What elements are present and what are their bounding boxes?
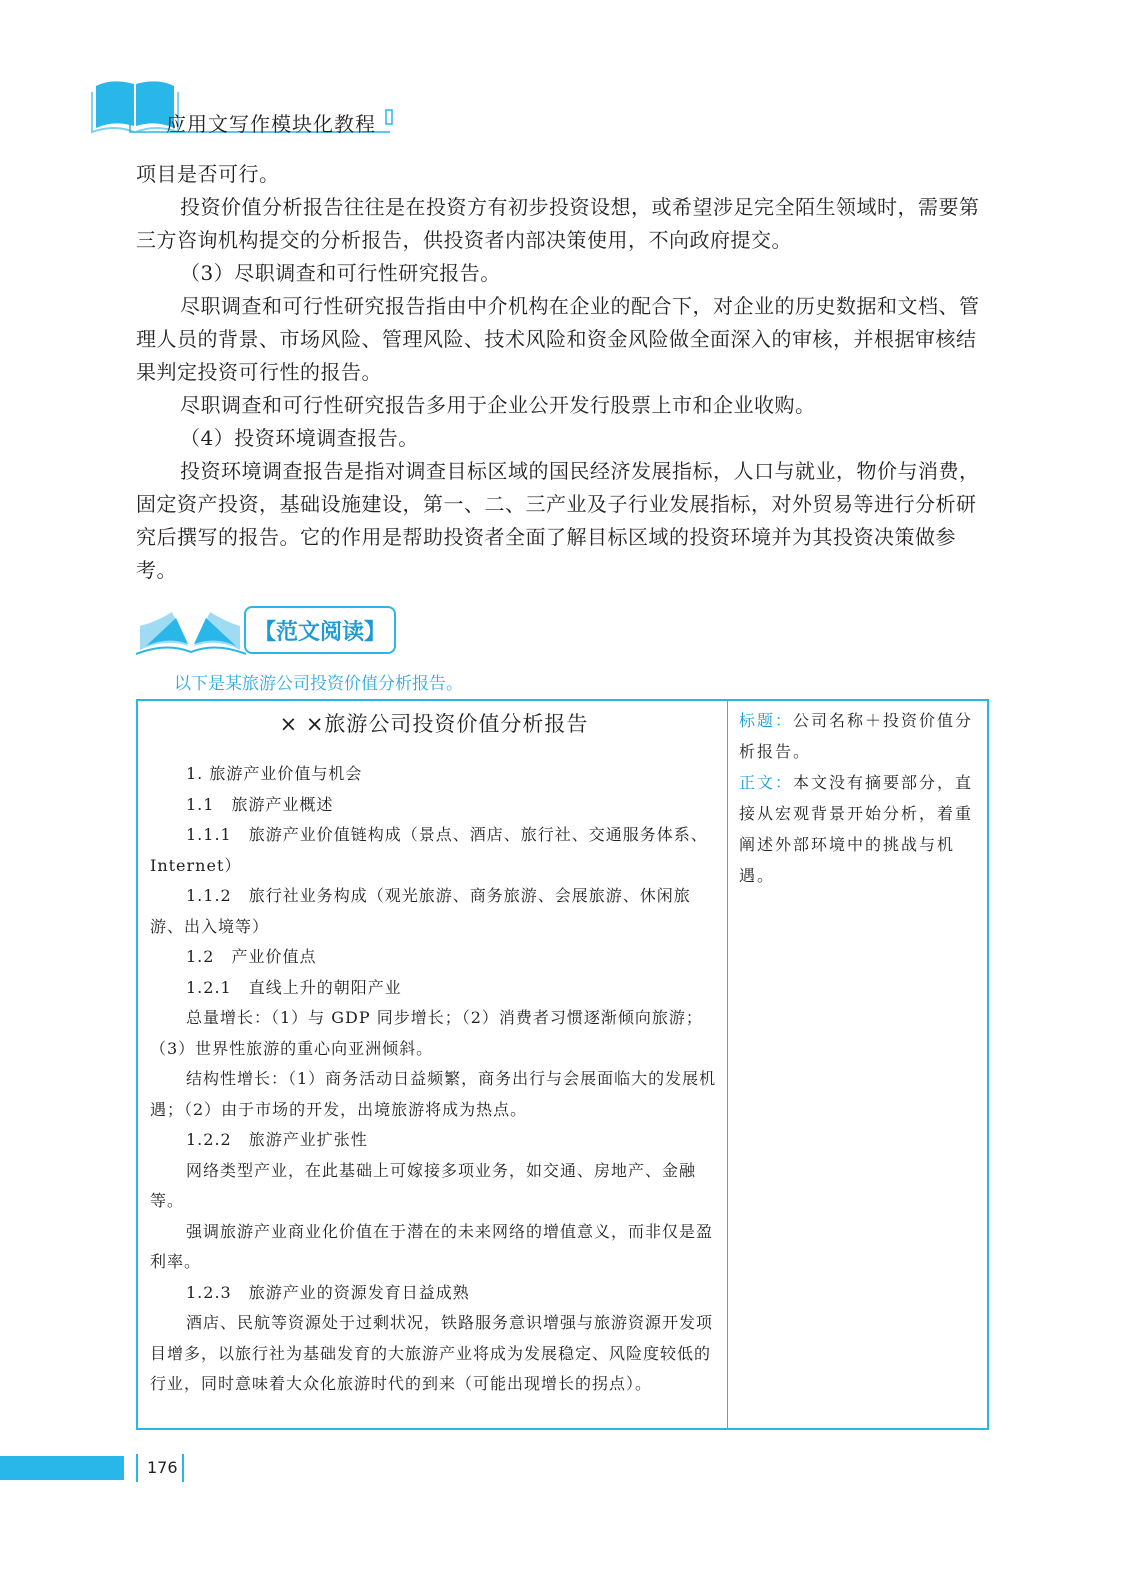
- paragraph: 投资价值分析报告往往是在投资方有初步投资设想，或希望涉足完全陌生领域时，需要第三方咨询机构提交的分析报告，供投资者内部决策使用，不向政府提交。: [136, 195, 980, 252]
- subheading: （3）尽职调查和可行性研究报告。: [180, 261, 501, 285]
- report-line: 1.1.1 旅游产业价值链构成（景点、酒店、旅行社、交通服务体系、Internet）: [150, 825, 708, 875]
- footer-rule: [136, 1454, 138, 1482]
- annotation-key: 标题：: [739, 711, 794, 730]
- book-title: 应用文写作模块化教程: [166, 112, 376, 136]
- annotation-text: 公司名称＋投资价值分析报告。: [739, 711, 974, 761]
- subheading: （4）投资环境调查报告。: [180, 426, 419, 450]
- section-book-icon: [136, 602, 246, 658]
- sample-report: [150, 709, 718, 1400]
- column-divider: [727, 701, 728, 1428]
- annotation-text: 本文没有摘要部分，直接从宏观背景开始分析，着重阐述外部环境中的挑战与机遇。: [739, 773, 974, 885]
- report-line: 1. 旅游产业价值与机会: [186, 764, 363, 783]
- footer-bar: [0, 1456, 124, 1480]
- report-line: 结构性增长：（1）商务活动日益频繁，商务出行与会展面临大的发展机遇；（2）由于市场的开发，出境旅游将成为热点。: [150, 1069, 717, 1119]
- report-line: 1.1 旅游产业概述: [186, 794, 334, 814]
- report-line: 1.2.2 旅游产业扩张性: [186, 1130, 368, 1149]
- page-number: 176: [147, 1458, 178, 1477]
- annotation-key: 正文：: [739, 773, 794, 792]
- report-line: 网络类型产业，在此基础上可嫁接多项业务，如交通、房地产、金融等。: [150, 1160, 697, 1210]
- report-line: 酒店、民航等资源处于过剩状况，铁路服务意识增强与旅游资源开发项目增多，以旅行社为基础发育的大旅游产业将成为发展稳定、风险度较低的行业，同时意味着大众化旅游时代的到来（可能出现增长的拐点）。: [150, 1313, 714, 1393]
- page-header: [90, 70, 410, 140]
- footer-rule: [182, 1454, 184, 1482]
- section-label: 【范文阅读】: [244, 606, 396, 654]
- paragraph: 项目是否可行。: [136, 162, 280, 186]
- title-annotation: [739, 705, 983, 767]
- report-line: 总量增长：（1）与 GDP 同步增长；（2）消费者习惯逐渐倾向旅游；（3）世界性旅游的重心向亚洲倾斜。: [150, 1008, 703, 1058]
- sample-intro: 以下是某旅游公司投资价值分析报告。: [174, 674, 463, 694]
- sample-report-box: [136, 699, 989, 1430]
- paragraph: 尽职调查和可行性研究报告多用于企业公开发行股票上市和企业收购。: [180, 393, 816, 417]
- report-line: 1.2.3 旅游产业的资源发育日益成熟: [186, 1282, 470, 1302]
- paragraph: 投资环境调查报告是指对调查目标区域的国民经济发展指标，人口与就业，物价与消费，固定资产投资，基础设施建设，第一、二、三产业及子行业发展指标，对外贸易等进行分析研究后撰写的报告。它的作用是帮助投资者全面了解目标区域的投资环境并为其投资决策做参考。: [136, 459, 980, 582]
- report-line: 1.2.1 直线上升的朝阳产业: [186, 977, 402, 997]
- body-text: [136, 158, 993, 587]
- paragraph: 尽职调查和可行性研究报告指由中介机构在企业的配合下，对企业的历史数据和文档、管理人员的背景、市场风险、管理风险、技术风险和资金风险做全面深入的审核，并根据审核结果判定投资可行性的报告。: [136, 294, 980, 384]
- annotation-column: [739, 705, 983, 891]
- report-line: 1.2 产业价值点: [186, 947, 317, 966]
- section-heading: [136, 602, 406, 658]
- sample-title: × ×旅游公司投资价值分析报告: [279, 712, 589, 736]
- body-annotation: [739, 767, 983, 891]
- report-line: 强调旅游产业商业化价值在于潜在的未来网络的增值意义，而非仅是盈利率。: [150, 1221, 714, 1271]
- report-line: 1.1.2 旅行社业务构成（观光旅游、商务旅游、会展旅游、休闲旅游、出入境等）: [150, 886, 691, 936]
